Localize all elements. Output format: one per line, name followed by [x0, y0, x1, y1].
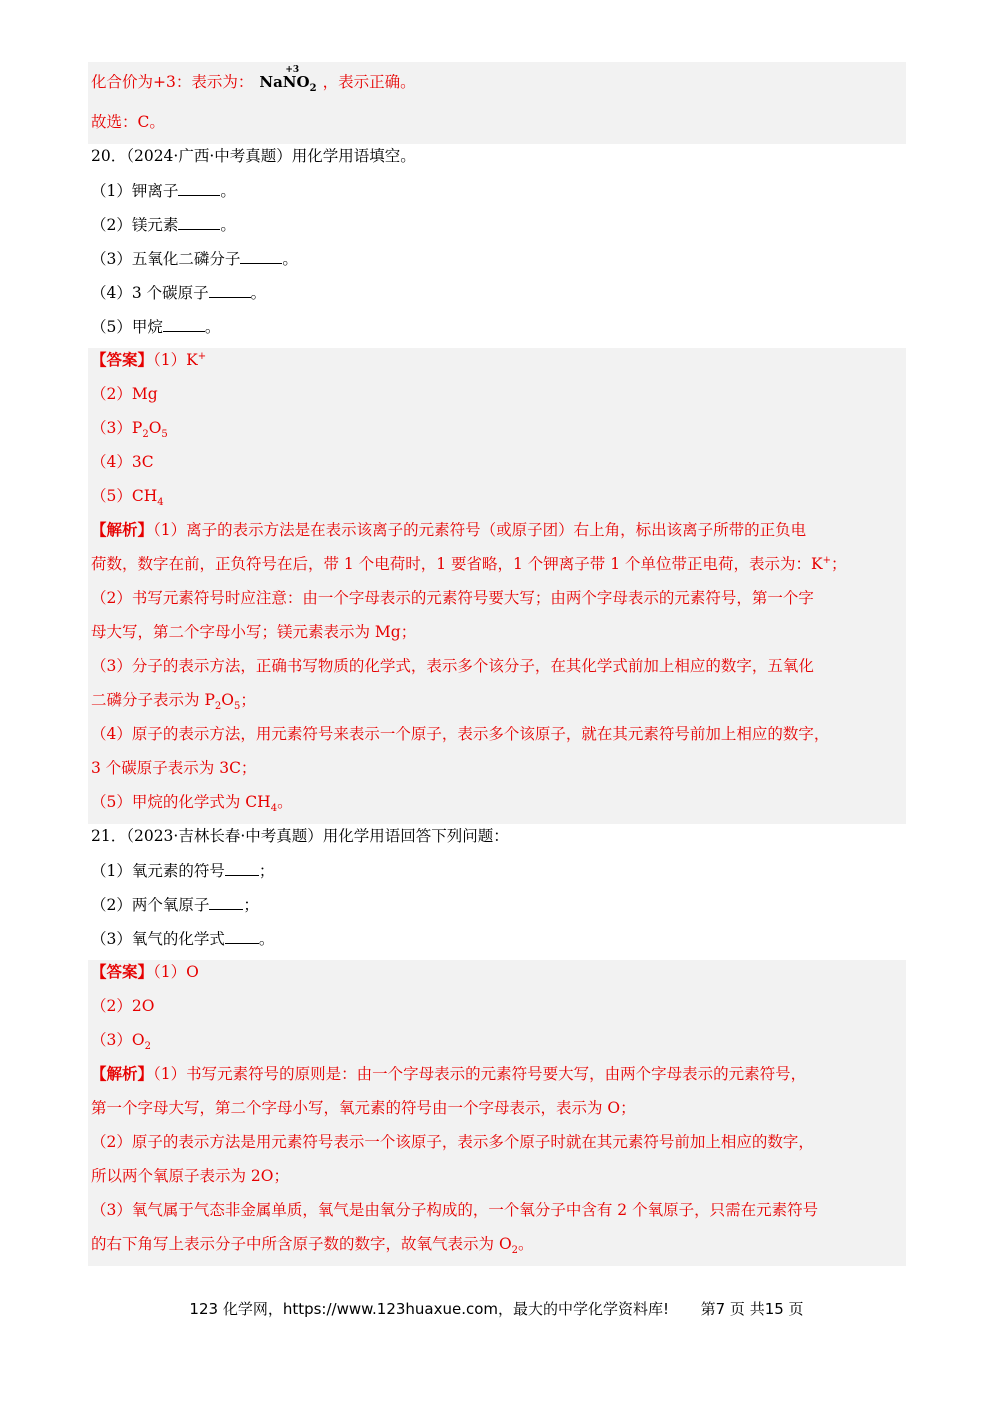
- previous-analysis-block: [88, 62, 906, 144]
- answer-line: $(3)P_2O_5$: [91, 419, 168, 440]
- answer-blank[interactable]: [225, 928, 259, 944]
- analysis-line: （3）分子的表示方法，正确书写物质的化学式，表示多个该分子，在其化学式前加上相应的数字，五氧化: [91, 657, 814, 675]
- question-title: 20．（2024·广西·中考真题）用化学用语填空。: [91, 147, 416, 165]
- oxidation-state-label: +3: [285, 65, 300, 75]
- answer-line: （4）3C: [91, 453, 154, 471]
- analysis-line: 3 个碳原子表示为 3C；: [91, 759, 257, 777]
- question-item: （5）甲烷 。: [91, 318, 221, 336]
- q21-answer-analysis: [88, 960, 906, 1266]
- answer-label: 【答案】: [91, 962, 154, 981]
- analysis-line: 所以两个氧原子表示为 2O；: [91, 1167, 289, 1185]
- analysis-line: 荷数，数字在前，正负符号在后，带 1 个电荷时，1 要省略，1 个钾离子带 1 个单位带正电荷，表示为：K+；: [91, 555, 847, 573]
- question-item: （2）两个氧原子 ；: [91, 896, 259, 914]
- analysis-line: （2）原子的表示方法是用元素符号表示一个该原子，表示多个原子时就在其元素符号前加上相应的数字，: [91, 1133, 814, 1151]
- answer-line: $(3)O_2$: [91, 1031, 151, 1052]
- analysis-line: 二磷分子表示为 $P_2O_5$；: [91, 691, 256, 712]
- analysis-label: 【解析】: [91, 1064, 154, 1083]
- answer-blank[interactable]: [225, 860, 259, 876]
- q20-answer-analysis: [88, 348, 906, 824]
- answer-line: （2）2O: [91, 997, 155, 1015]
- answer-label: 【答案】: [91, 350, 154, 369]
- footer-site-text: 123 化学网，https://www.123huaxue.com，最大的中学化学资料库!: [189, 1300, 670, 1318]
- question-21: [88, 824, 906, 960]
- answer-blank[interactable]: [209, 282, 251, 298]
- question-item: （2）镁元素 。: [91, 216, 236, 234]
- question-item: （1）氧元素的符号 ；: [91, 862, 275, 880]
- answer-blank[interactable]: [209, 894, 243, 910]
- page-footer: [0, 1298, 993, 1319]
- answer-choice-line: 故选：C。: [91, 113, 165, 131]
- question-item: （3）氧气的化学式 。: [91, 930, 275, 948]
- question-item: （4）3 个碳原子 。: [91, 284, 267, 302]
- answer-blank[interactable]: [163, 316, 205, 332]
- analysis-line: 第一个字母大写，第二个字母小写，氧元素的符号由一个字母表示，表示为 O；: [91, 1099, 636, 1117]
- analysis-line: （5）甲烷的化学式为 $CH_4$。: [91, 793, 293, 814]
- sodium-nitrite-formula: NaNO$_2$ +3: [259, 72, 316, 92]
- question-20: [88, 144, 906, 348]
- analysis-line: 【解析】（1）离子的表示方法是在表示该离子的元素符号（或原子团）右上角，标出该离子所带的正负电: [91, 520, 807, 539]
- analysis-line: 母大写，第二个字母小写；镁元素表示为 Mg；: [91, 623, 417, 641]
- answer-line: $(5)CH_4$: [91, 487, 164, 508]
- analysis-line: 的右下角写上表示分子中所含原子数的数字，故氧气表示为 $O_2$。: [91, 1235, 534, 1256]
- analysis-label: 【解析】: [91, 520, 154, 539]
- answer-line: （2）Mg: [91, 385, 158, 403]
- page-number: 第7 页 共15 页: [700, 1300, 804, 1318]
- analysis-line: （4）原子的表示方法，用元素符号来表示一个原子，表示多个该原子，就在其元素符号前加上相应的数字，: [91, 725, 830, 743]
- question-item: （3）五氧化二磷分子 。: [91, 250, 298, 268]
- answer-line: 【答案】（1）K+: [91, 350, 207, 369]
- analysis-line: （3）氧气属于气态非金属单质，氧气是由氧分子构成的，一个氧分子中含有 2 个氧原子，只需在元素符号: [91, 1201, 819, 1219]
- answer-line: 【答案】（1）O: [91, 962, 199, 981]
- analysis-line: 化合价为+3：表示为： NaNO$_2$ +3 ，表示正确。: [91, 72, 416, 92]
- answer-blank[interactable]: [178, 214, 220, 230]
- question-title: 21．（2023·吉林长春·中考真题）用化学用语回答下列问题：: [91, 827, 509, 845]
- question-item: （1）钾离子 。: [91, 182, 236, 200]
- analysis-line: 【解析】（1）书写元素符号的原则是：由一个字母表示的元素符号要大写，由两个字母表示的元素符号，: [91, 1064, 807, 1083]
- answer-blank[interactable]: [240, 248, 282, 264]
- analysis-line: （2）书写元素符号时应注意：由一个字母表示的元素符号要大写；由两个字母表示的元素符号，第一个字: [91, 589, 814, 607]
- answer-blank[interactable]: [178, 180, 220, 196]
